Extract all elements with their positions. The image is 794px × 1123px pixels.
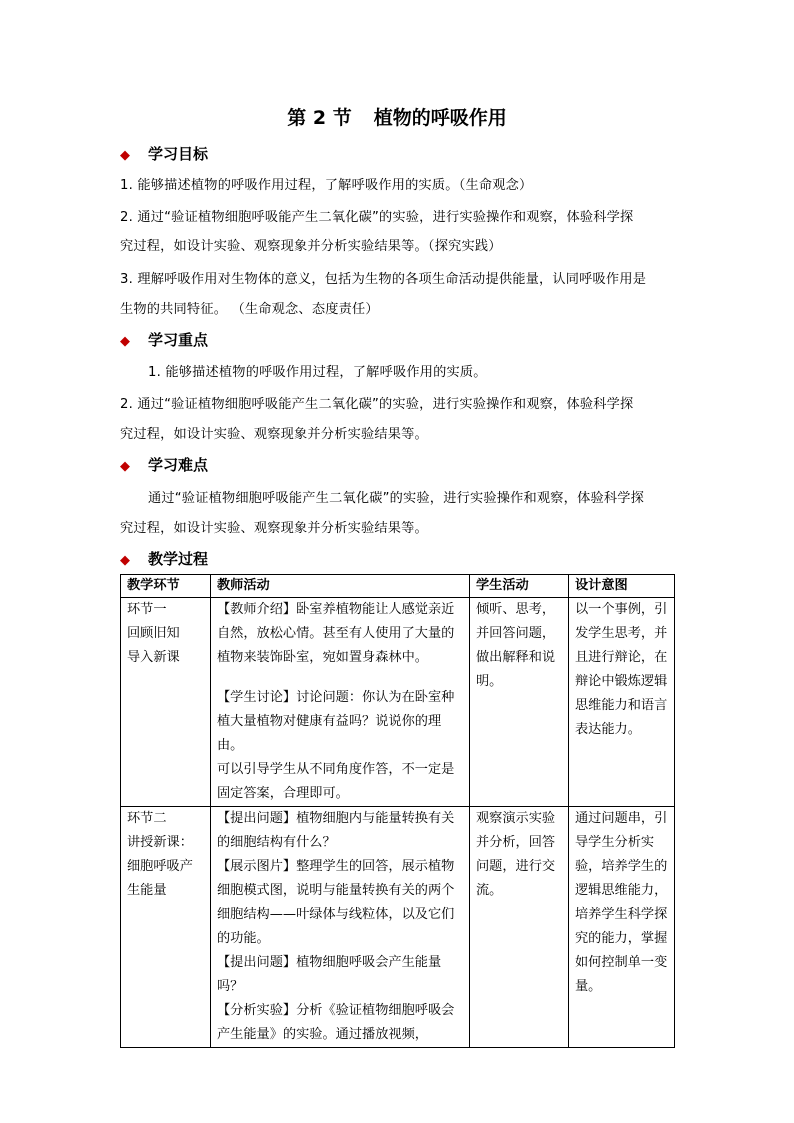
design-intent-cell: 以一个事例，引发学生思考，并且进行辩论，在辩论中锻炼逻辑思维能力和语言表达能力。 bbox=[569, 598, 675, 807]
diamond-bullet-icon: ◆ bbox=[120, 553, 130, 568]
diamond-bullet-icon: ◆ bbox=[120, 334, 130, 349]
process-heading: ◆ 教学过程 bbox=[120, 548, 208, 570]
difficulty-line-1: 通过“验证植物细胞呼吸能产生二氧化碳”的实验，进行实验操作和观察，体验科学探 bbox=[148, 491, 645, 506]
column-header-teacher: 教师活动 bbox=[211, 575, 470, 598]
section-number: 第 2 节 bbox=[287, 107, 352, 129]
table-header-row bbox=[121, 575, 675, 598]
teacher-activity-cell: 【提出问题】植物细胞内与能量转换有关的细胞结构有什么？ 【展示图片】整理学生的回答，展示植物细胞模式图，说明与能量转换有关的两个细胞结构——叶绿体与线粒体，以及它们的功能。 【提出问题】植物细胞呼吸会产生能量吗？ 【分析实验】分析《验证植物细胞呼吸会产生能量》的实验。通过播放视频， bbox=[211, 807, 470, 1048]
objective-line-4: 3. 理解呼吸作用对生物体的意义，包括为生物的各项生命活动提供能量，认同呼吸作用是 bbox=[120, 272, 647, 287]
column-header-student: 学生活动 bbox=[470, 575, 569, 598]
stage-cell: 环节一 回顾旧知 导入新课 bbox=[121, 598, 211, 807]
column-header-stage: 教学环节 bbox=[121, 575, 211, 598]
key-point-line-2: 2. 通过“验证植物细胞呼吸能产生二氧化碳”的实验，进行实验操作和观察，体验科学探 bbox=[120, 397, 634, 412]
teaching-process-table bbox=[120, 574, 675, 1048]
objective-line-3: 究过程，如设计实验、观察现象并分析实验结果等。（探究实践） bbox=[120, 239, 502, 254]
student-activity-cell: 倾听、思考，并回答问题，做出解释和说明。 bbox=[470, 598, 569, 807]
diamond-bullet-icon: ◆ bbox=[120, 459, 130, 474]
page-title bbox=[0, 103, 794, 130]
key-points-heading: ◆ 学习重点 bbox=[120, 329, 208, 351]
design-intent-cell: 通过问题串，引导学生分析实验，培养学生的逻辑思维能力，培养学生科学探究的能力，掌握如何控制单一变量。 bbox=[569, 807, 675, 1048]
key-point-line-3: 究过程，如设计实验、观察现象并分析实验结果等。 bbox=[120, 427, 428, 442]
section-name: 植物的呼吸作用 bbox=[373, 107, 507, 129]
objectives-heading: ◆ 学习目标 bbox=[120, 143, 208, 165]
table-row bbox=[121, 807, 675, 1048]
objective-line-2: 2. 通过“验证植物细胞呼吸能产生二氧化碳”的实验，进行实验操作和观察，体验科学探 bbox=[120, 210, 634, 225]
difficulties-heading: ◆ 学习难点 bbox=[120, 454, 208, 476]
column-header-intent: 设计意图 bbox=[569, 575, 675, 598]
key-point-line-1: 1. 能够描述植物的呼吸作用过程，了解呼吸作用的实质。 bbox=[148, 365, 487, 380]
student-activity-cell: 观察演示实验并分析，回答问题，进行交流。 bbox=[470, 807, 569, 1048]
diamond-bullet-icon: ◆ bbox=[120, 148, 130, 163]
table-row bbox=[121, 598, 675, 807]
teacher-activity-cell: 【教师介绍】卧室养植物能让人感觉亲近自然，放松心情。甚至有人使用了大量的植物来装饰卧室，宛如置身森林中。 【学生讨论】讨论问题：你认为在卧室种植大量植物对健康有益吗？说说你的理由。 可以引导学生从不同角度作答，不一定是固定答案，合理即可。 bbox=[211, 598, 470, 807]
stage-cell: 环节二 讲授新课： 细胞呼吸产 生能量 bbox=[121, 807, 211, 1048]
objective-line-1: 1. 能够描述植物的呼吸作用过程，了解呼吸作用的实质。（生命观念） bbox=[120, 178, 533, 193]
objective-line-5: 生物的共同特征。 （生命观念、态度责任） bbox=[120, 302, 379, 317]
difficulty-line-2: 究过程，如设计实验、观察现象并分析实验结果等。 bbox=[120, 521, 428, 536]
